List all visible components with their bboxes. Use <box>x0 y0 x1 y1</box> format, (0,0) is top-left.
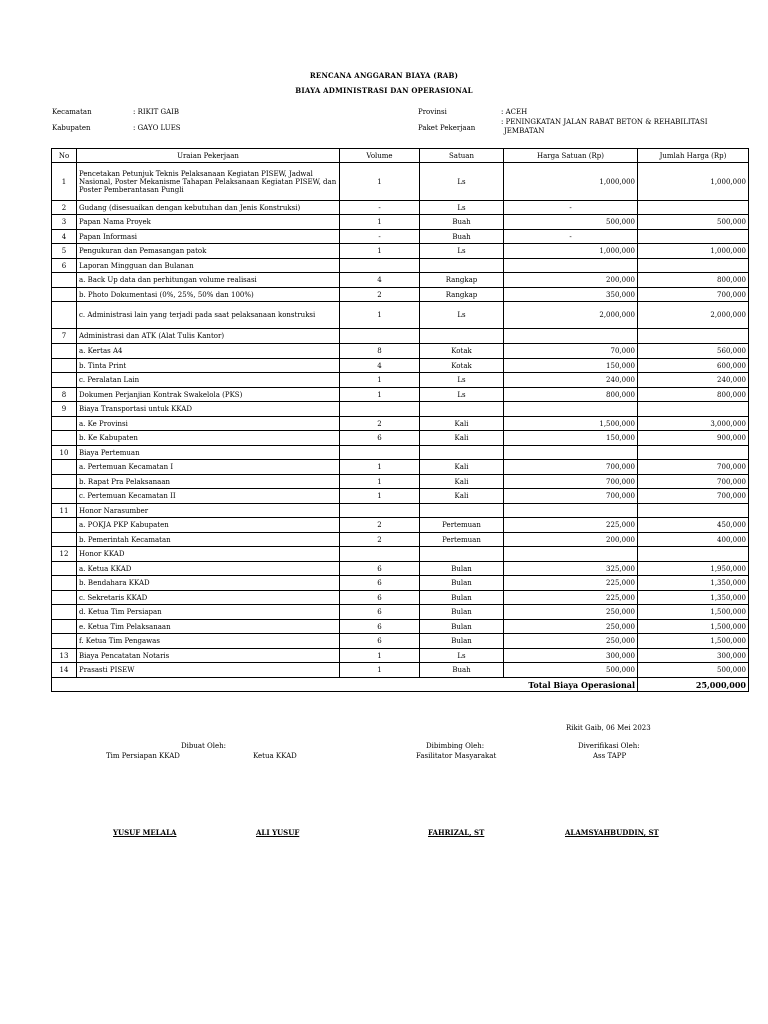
row-jumlah-harga: 1,350,000 <box>638 591 749 605</box>
row-harga-satuan: 225,000 <box>504 518 638 533</box>
row-jumlah-harga <box>638 259 749 273</box>
row-satuan: Ls <box>420 201 504 215</box>
table-row <box>52 576 749 591</box>
row-jumlah-harga: 1,950,000 <box>638 562 749 576</box>
row-harga-satuan <box>504 504 638 518</box>
row-satuan: Pertemuan <box>420 518 504 533</box>
table-row <box>52 215 749 230</box>
row-satuan: Kotak <box>420 359 504 373</box>
row-volume: 2 <box>340 288 420 302</box>
table-row <box>52 533 749 547</box>
row-satuan: Buah <box>420 215 504 230</box>
row-jumlah-harga <box>638 504 749 518</box>
row-uraian: e. Ketua Tim Pelaksanaan <box>77 620 340 634</box>
row-satuan: Buah <box>420 230 504 244</box>
row-harga-satuan: 700,000 <box>504 489 638 504</box>
row-no <box>52 373 77 388</box>
row-uraian: Biaya Pencatatan Notaris <box>77 649 340 663</box>
row-no: 4 <box>52 230 77 244</box>
row-satuan: Bulan <box>420 605 504 620</box>
row-jumlah-harga: 1,000,000 <box>638 244 749 259</box>
row-no <box>52 302 77 329</box>
table-row <box>52 518 749 533</box>
row-no <box>52 634 77 649</box>
row-uraian: Administrasi dan ATK (Alat Tulis Kantor) <box>77 329 340 344</box>
table-row <box>52 230 749 244</box>
row-no <box>52 475 77 489</box>
row-volume: 1 <box>340 460 420 475</box>
row-jumlah-harga: 1,500,000 <box>638 620 749 634</box>
table-row <box>52 649 749 663</box>
row-harga-satuan: 150,000 <box>504 431 638 446</box>
row-harga-satuan: - <box>504 201 638 215</box>
document-subtitle: BIAYA ADMINISTRASI DAN OPERASIONAL <box>295 86 473 95</box>
row-harga-satuan <box>504 329 638 344</box>
row-volume: 2 <box>340 417 420 431</box>
row-no: 13 <box>52 649 77 663</box>
row-jumlah-harga <box>638 402 749 417</box>
row-satuan: Buah <box>420 663 504 678</box>
signatory-name-1: YUSUF MELALA <box>113 828 177 837</box>
row-harga-satuan: 250,000 <box>504 634 638 649</box>
row-no <box>52 562 77 576</box>
row-harga-satuan: 250,000 <box>504 620 638 634</box>
table-body <box>52 163 749 692</box>
row-uraian: Honor KKAD <box>77 547 340 562</box>
fasilitator-label: Fasilitator Masyarakat <box>416 752 497 760</box>
row-jumlah-harga: 1,350,000 <box>638 576 749 591</box>
row-jumlah-harga: 450,000 <box>638 518 749 533</box>
table-row <box>52 288 749 302</box>
row-volume: 2 <box>340 518 420 533</box>
row-no <box>52 620 77 634</box>
row-uraian: Biaya Transportasi untuk KKAD <box>77 402 340 417</box>
row-volume: - <box>340 230 420 244</box>
row-uraian: Pengukuran dan Pemasangan patok <box>77 244 340 259</box>
row-volume <box>340 504 420 518</box>
row-no: 2 <box>52 201 77 215</box>
table-row <box>52 302 749 329</box>
table-row <box>52 475 749 489</box>
row-harga-satuan: 300,000 <box>504 649 638 663</box>
row-satuan: Bulan <box>420 591 504 605</box>
row-volume: 6 <box>340 576 420 591</box>
row-satuan <box>420 329 504 344</box>
row-volume: 2 <box>340 533 420 547</box>
row-harga-satuan <box>504 402 638 417</box>
row-no: 8 <box>52 388 77 402</box>
row-uraian: Papan Informasi <box>77 230 340 244</box>
table-row <box>52 329 749 344</box>
table-row <box>52 373 749 388</box>
row-no: 1 <box>52 163 77 201</box>
row-volume: 6 <box>340 634 420 649</box>
table-row <box>52 460 749 475</box>
row-harga-satuan: 150,000 <box>504 359 638 373</box>
col-header-harga-satuan: Harga Satuan (Rp) <box>504 149 638 163</box>
kecamatan-label: Kecamatan <box>52 108 92 116</box>
row-jumlah-harga: 800,000 <box>638 388 749 402</box>
signatory-name-2: ALI YUSUF <box>256 828 300 837</box>
table-row <box>52 359 749 373</box>
row-uraian: a. Kertas A4 <box>77 344 340 359</box>
row-no <box>52 344 77 359</box>
total-value: 25,000,000 <box>638 678 749 692</box>
row-volume: 1 <box>340 244 420 259</box>
table-row <box>52 431 749 446</box>
row-volume <box>340 446 420 460</box>
row-no <box>52 533 77 547</box>
total-spacer <box>52 678 504 692</box>
row-satuan: Kali <box>420 489 504 504</box>
row-harga-satuan: 1,500,000 <box>504 417 638 431</box>
row-satuan: Ls <box>420 373 504 388</box>
row-harga-satuan: 1,000,000 <box>504 163 638 201</box>
dibuat-oleh-label: Dibuat Oleh: <box>181 742 227 750</box>
table-row <box>52 591 749 605</box>
row-satuan: Rangkap <box>420 288 504 302</box>
table-row <box>52 489 749 504</box>
row-jumlah-harga: 400,000 <box>638 533 749 547</box>
signatory-name-4: ALAMSYAHBUDDIN, ST <box>565 828 659 837</box>
row-jumlah-harga: 2,000,000 <box>638 302 749 329</box>
row-uraian: a. Ke Provinsi <box>77 417 340 431</box>
row-volume: 1 <box>340 663 420 678</box>
diverifikasi-oleh-label: Diverifikasi Oleh: <box>578 742 640 750</box>
ketua-kkad-label: Ketua KKAD <box>253 752 297 760</box>
total-label: Total Biaya Operasional <box>504 678 638 692</box>
row-jumlah-harga <box>638 329 749 344</box>
row-harga-satuan <box>504 547 638 562</box>
row-uraian: b. Rapat Pra Pelaksanaan <box>77 475 340 489</box>
row-volume: 1 <box>340 388 420 402</box>
row-satuan: Bulan <box>420 620 504 634</box>
row-harga-satuan: 1,000,000 <box>504 244 638 259</box>
row-volume: 1 <box>340 302 420 329</box>
row-harga-satuan: 800,000 <box>504 388 638 402</box>
row-satuan: Bulan <box>420 634 504 649</box>
row-jumlah-harga: 800,000 <box>638 273 749 288</box>
row-uraian: a. Pertemuan Kecamatan I <box>77 460 340 475</box>
tim-persiapan-label: Tim Persiapan KKAD <box>106 752 180 760</box>
rab-table <box>51 148 749 692</box>
row-no <box>52 591 77 605</box>
row-harga-satuan: 225,000 <box>504 591 638 605</box>
row-harga-satuan: - <box>504 230 638 244</box>
row-uraian: Prasasti PISEW <box>77 663 340 678</box>
row-satuan: Kotak <box>420 344 504 359</box>
row-no: 10 <box>52 446 77 460</box>
table-row <box>52 605 749 620</box>
row-satuan <box>420 402 504 417</box>
row-volume: 1 <box>340 373 420 388</box>
row-jumlah-harga <box>638 547 749 562</box>
row-uraian: c. Sekretaris KKAD <box>77 591 340 605</box>
row-harga-satuan: 250,000 <box>504 605 638 620</box>
row-uraian: b. Pemerintah Kecamatan <box>77 533 340 547</box>
row-harga-satuan <box>504 259 638 273</box>
col-header-jumlah-harga: Jumlah Harga (Rp) <box>638 149 749 163</box>
row-satuan: Bulan <box>420 576 504 591</box>
row-jumlah-harga <box>638 201 749 215</box>
paket-value-2: JEMBATAN <box>504 127 545 135</box>
row-harga-satuan: 500,000 <box>504 663 638 678</box>
row-no <box>52 273 77 288</box>
place-date: Rikit Gaib, 06 Mei 2023 <box>566 724 651 732</box>
row-no: 14 <box>52 663 77 678</box>
dibimbing-oleh-label: Dibimbing Oleh: <box>426 742 485 750</box>
row-harga-satuan: 200,000 <box>504 273 638 288</box>
row-harga-satuan: 200,000 <box>504 533 638 547</box>
col-header-no: No <box>52 149 77 163</box>
table-row <box>52 620 749 634</box>
row-no <box>52 605 77 620</box>
row-uraian: Gudang (disesuaikan dengan kebutuhan dan Jenis Konstruksi) <box>77 201 340 215</box>
row-jumlah-harga: 560,000 <box>638 344 749 359</box>
row-satuan: Kali <box>420 431 504 446</box>
table-row <box>52 163 749 201</box>
row-harga-satuan: 2,000,000 <box>504 302 638 329</box>
row-harga-satuan: 700,000 <box>504 475 638 489</box>
paket-value-1: : PENINGKATAN JALAN RABAT BETON & REHABILITASI <box>501 118 708 126</box>
ass-tapp-label: Ass TAPP <box>593 752 627 760</box>
row-uraian: c. Peralatan Lain <box>77 373 340 388</box>
row-uraian: f. Ketua Tim Pengawas <box>77 634 340 649</box>
row-harga-satuan: 350,000 <box>504 288 638 302</box>
row-satuan: Rangkap <box>420 273 504 288</box>
row-no <box>52 417 77 431</box>
row-satuan: Bulan <box>420 562 504 576</box>
row-uraian: Honor Narasumber <box>77 504 340 518</box>
row-jumlah-harga <box>638 230 749 244</box>
row-no: 7 <box>52 329 77 344</box>
row-harga-satuan: 700,000 <box>504 460 638 475</box>
row-volume: 6 <box>340 591 420 605</box>
row-satuan <box>420 547 504 562</box>
row-volume: 6 <box>340 620 420 634</box>
row-jumlah-harga: 1,000,000 <box>638 163 749 201</box>
row-uraian: Pencetakan Petunjuk Teknis Pelaksanaan Kegiatan PISEW, Jadwal Nasional, Poster Mekanisme Tahapan Pelaksanaan Kegiatan PISEW, dan Poster Pemberantasan Pungli <box>77 163 340 201</box>
row-volume <box>340 329 420 344</box>
row-satuan: Ls <box>420 163 504 201</box>
row-jumlah-harga: 240,000 <box>638 373 749 388</box>
row-jumlah-harga: 1,500,000 <box>638 634 749 649</box>
row-no <box>52 460 77 475</box>
table-header-row <box>52 149 749 163</box>
row-no: 9 <box>52 402 77 417</box>
row-uraian: Biaya Pertemuan <box>77 446 340 460</box>
row-no: 6 <box>52 259 77 273</box>
row-uraian: b. Tinta Print <box>77 359 340 373</box>
row-volume <box>340 547 420 562</box>
signatory-name-3: FAHRIZAL, ST <box>428 828 485 837</box>
row-satuan: Kali <box>420 460 504 475</box>
table-row <box>52 344 749 359</box>
row-jumlah-harga: 500,000 <box>638 215 749 230</box>
row-uraian: a. Ketua KKAD <box>77 562 340 576</box>
row-harga-satuan <box>504 446 638 460</box>
row-jumlah-harga: 3,000,000 <box>638 417 749 431</box>
row-volume <box>340 402 420 417</box>
row-uraian: b. Photo Dokumentasi (0%, 25%, 50% dan 100%) <box>77 288 340 302</box>
row-jumlah-harga: 300,000 <box>638 649 749 663</box>
kecamatan-value: : RIKIT GAIB <box>133 108 180 116</box>
row-uraian: c. Administrasi lain yang terjadi pada saat pelaksanaan konstruksi <box>77 302 340 329</box>
row-uraian: Papan Nama Proyek <box>77 215 340 230</box>
row-uraian: b. Ke Kabupaten <box>77 431 340 446</box>
table-row <box>52 663 749 678</box>
row-satuan: Ls <box>420 388 504 402</box>
table-row <box>52 273 749 288</box>
row-satuan: Ls <box>420 649 504 663</box>
row-jumlah-harga: 700,000 <box>638 460 749 475</box>
row-jumlah-harga: 700,000 <box>638 288 749 302</box>
row-volume: 1 <box>340 489 420 504</box>
paket-label: Paket Pekerjaan <box>418 124 476 132</box>
row-jumlah-harga <box>638 446 749 460</box>
row-satuan: Kali <box>420 417 504 431</box>
row-volume: 1 <box>340 215 420 230</box>
row-satuan: Ls <box>420 302 504 329</box>
row-volume: 6 <box>340 562 420 576</box>
row-volume: 1 <box>340 163 420 201</box>
row-no: 5 <box>52 244 77 259</box>
row-uraian: a. POKJA PKP Kabupaten <box>77 518 340 533</box>
document-title: RENCANA ANGGARAN BIAYA (RAB) <box>309 71 459 80</box>
row-no <box>52 359 77 373</box>
row-volume: 1 <box>340 475 420 489</box>
row-satuan: Kali <box>420 475 504 489</box>
provinsi-value: : ACEH <box>501 108 528 116</box>
row-jumlah-harga: 600,000 <box>638 359 749 373</box>
table-row <box>52 504 749 518</box>
row-volume <box>340 259 420 273</box>
row-uraian: b. Bendahara KKAD <box>77 576 340 591</box>
table-row <box>52 446 749 460</box>
table-row <box>52 201 749 215</box>
row-harga-satuan: 225,000 <box>504 576 638 591</box>
row-no <box>52 518 77 533</box>
row-volume: 6 <box>340 431 420 446</box>
row-satuan: Ls <box>420 244 504 259</box>
col-header-satuan: Satuan <box>420 149 504 163</box>
row-volume: 4 <box>340 359 420 373</box>
row-jumlah-harga: 700,000 <box>638 489 749 504</box>
row-volume: 4 <box>340 273 420 288</box>
row-harga-satuan: 500,000 <box>504 215 638 230</box>
row-uraian: a. Back Up data dan perhitungan volume realisasi <box>77 273 340 288</box>
table-row <box>52 259 749 273</box>
row-no: 11 <box>52 504 77 518</box>
row-volume: 8 <box>340 344 420 359</box>
table-row <box>52 547 749 562</box>
row-jumlah-harga: 1,500,000 <box>638 605 749 620</box>
row-satuan: Pertemuan <box>420 533 504 547</box>
kabupaten-value: : GAYO LUES <box>133 124 181 132</box>
row-jumlah-harga: 700,000 <box>638 475 749 489</box>
provinsi-label: Provinsi <box>418 108 447 116</box>
row-harga-satuan: 70,000 <box>504 344 638 359</box>
table-row <box>52 562 749 576</box>
row-no <box>52 489 77 504</box>
row-jumlah-harga: 500,000 <box>638 663 749 678</box>
total-row <box>52 678 749 692</box>
col-header-volume: Volume <box>340 149 420 163</box>
row-jumlah-harga: 900,000 <box>638 431 749 446</box>
row-uraian: c. Pertemuan Kecamatan II <box>77 489 340 504</box>
row-no: 12 <box>52 547 77 562</box>
row-no: 3 <box>52 215 77 230</box>
table-row <box>52 634 749 649</box>
kabupaten-label: Kabupaten <box>52 124 91 132</box>
table-row <box>52 388 749 402</box>
row-volume: - <box>340 201 420 215</box>
table-row <box>52 402 749 417</box>
table-row <box>52 417 749 431</box>
row-harga-satuan: 325,000 <box>504 562 638 576</box>
row-no <box>52 431 77 446</box>
row-volume: 6 <box>340 605 420 620</box>
row-uraian: Dokumen Perjanjian Kontrak Swakelola (PKS) <box>77 388 340 402</box>
table-row <box>52 244 749 259</box>
row-satuan <box>420 504 504 518</box>
row-no <box>52 576 77 591</box>
row-uraian: d. Ketua Tim Persiapan <box>77 605 340 620</box>
row-no <box>52 288 77 302</box>
row-uraian: Laporan Mingguan dan Bulanan <box>77 259 340 273</box>
col-header-uraian: Uraian Pekerjaan <box>77 149 340 163</box>
row-volume: 1 <box>340 649 420 663</box>
row-harga-satuan: 240,000 <box>504 373 638 388</box>
row-satuan <box>420 259 504 273</box>
row-satuan <box>420 446 504 460</box>
